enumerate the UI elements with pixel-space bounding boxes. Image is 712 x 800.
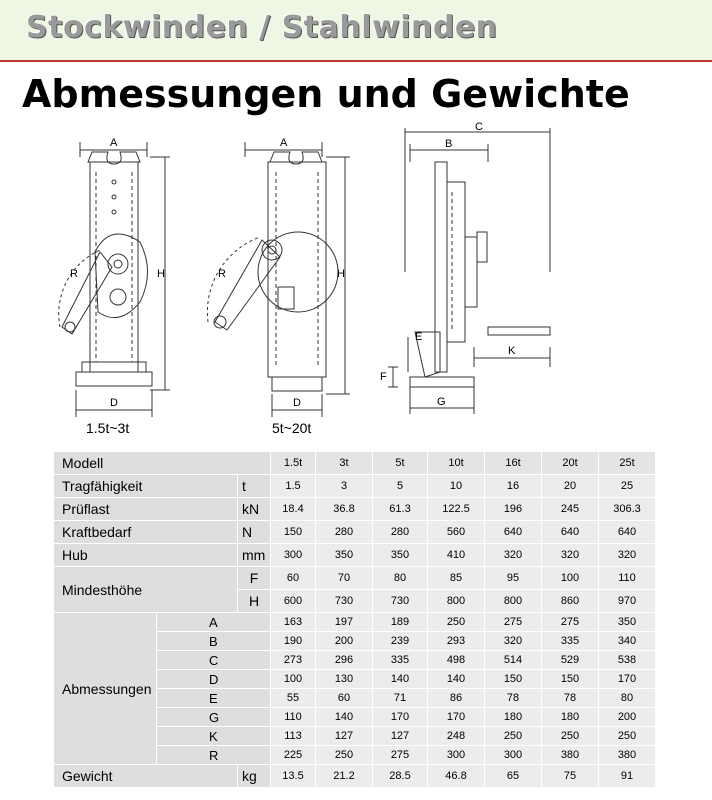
table-cell: 140: [428, 670, 485, 689]
model-cell: 3t: [316, 452, 373, 475]
table-cell: 91: [599, 765, 656, 788]
row-key: A: [157, 613, 271, 632]
table-cell: 225: [271, 746, 316, 765]
table-cell: 75: [542, 765, 599, 788]
model-header: Modell: [54, 452, 271, 475]
table-cell: 529: [542, 651, 599, 670]
table-cell: 800: [428, 590, 485, 613]
table-cell: 100: [271, 670, 316, 689]
table-cell: 320: [485, 632, 542, 651]
row-key: R: [157, 746, 271, 765]
table-cell: 640: [485, 521, 542, 544]
dim-label-r-large: R: [218, 268, 226, 280]
table-cell: 306.3: [599, 498, 656, 521]
dim-label-g: G: [437, 396, 446, 408]
table-row: [54, 544, 656, 567]
table-cell: 273: [271, 651, 316, 670]
jack-drawing-side: [388, 128, 550, 414]
table-cell: 275: [542, 613, 599, 632]
table-cell: 300: [271, 544, 316, 567]
table-cell: 18.4: [271, 498, 316, 521]
table-cell: 730: [373, 590, 428, 613]
table-cell: 280: [316, 521, 373, 544]
table-cell: 13.5: [271, 765, 316, 788]
row-key: F: [238, 567, 271, 590]
table-cell: 80: [373, 567, 428, 590]
table-cell: 20: [542, 475, 599, 498]
weight-label: Gewicht: [54, 765, 238, 788]
table-cell: 250: [316, 746, 373, 765]
table-cell: 127: [316, 727, 373, 746]
table-cell: 25: [599, 475, 656, 498]
table-cell: 730: [316, 590, 373, 613]
table-cell: 970: [599, 590, 656, 613]
table-cell: 280: [373, 521, 428, 544]
row-label: Tragfähigkeit: [54, 475, 238, 498]
table-cell: 300: [485, 746, 542, 765]
table-cell: 514: [485, 651, 542, 670]
table-row: [54, 765, 656, 788]
dim-label-a-large: A: [280, 137, 288, 149]
row-key: D: [157, 670, 271, 689]
table-cell: 380: [599, 746, 656, 765]
table-cell: 61.3: [373, 498, 428, 521]
table-cell: 170: [599, 670, 656, 689]
table-cell: 640: [542, 521, 599, 544]
dim-label-k: K: [508, 345, 516, 357]
row-label: Prüflast: [54, 498, 238, 521]
table-cell: 538: [599, 651, 656, 670]
table-cell: 296: [316, 651, 373, 670]
table-cell: 65: [485, 765, 542, 788]
table-cell: 140: [373, 670, 428, 689]
table-cell: 60: [271, 567, 316, 590]
page-title: Abmessungen und Gewichte: [22, 72, 630, 116]
table-cell: 340: [599, 632, 656, 651]
header-banner: [0, 0, 712, 62]
table-cell: 55: [271, 689, 316, 708]
table-cell: 245: [542, 498, 599, 521]
table-cell: 293: [428, 632, 485, 651]
table-cell: 380: [542, 746, 599, 765]
table-cell: 300: [428, 746, 485, 765]
dim-label-h-large: H: [337, 268, 345, 280]
table-cell: 85: [428, 567, 485, 590]
table-cell: 70: [316, 567, 373, 590]
table-cell: 250: [485, 727, 542, 746]
table-row: [54, 613, 656, 632]
table-cell: 250: [542, 727, 599, 746]
table-cell: 16: [485, 475, 542, 498]
table-cell: 350: [599, 613, 656, 632]
abmessungen-label: Abmessungen: [54, 613, 157, 765]
table-cell: 21.2: [316, 765, 373, 788]
table-cell: 163: [271, 613, 316, 632]
table-cell: 150: [271, 521, 316, 544]
table-header-row: [54, 452, 656, 475]
table-cell: 320: [542, 544, 599, 567]
table-cell: 5: [373, 475, 428, 498]
table-cell: 46.8: [428, 765, 485, 788]
table-cell: 800: [485, 590, 542, 613]
row-unit: kg: [238, 765, 271, 788]
jack-drawings: [0, 122, 712, 442]
row-key: C: [157, 651, 271, 670]
banner-title: Stockwinden / Stahlwinden: [26, 10, 498, 45]
table-cell: 95: [485, 567, 542, 590]
table-cell: 86: [428, 689, 485, 708]
row-key: G: [157, 708, 271, 727]
table-cell: 250: [428, 613, 485, 632]
model-cell: 5t: [373, 452, 428, 475]
dim-label-h-small: H: [157, 268, 165, 280]
table-cell: 80: [599, 689, 656, 708]
jack-drawing-large: [207, 142, 350, 417]
table-cell: 239: [373, 632, 428, 651]
table-cell: 860: [542, 590, 599, 613]
table-cell: 36.8: [316, 498, 373, 521]
model-cell: 25t: [599, 452, 656, 475]
row-label: Kraftbedarf: [54, 521, 238, 544]
table-cell: 110: [271, 708, 316, 727]
table-cell: 122.5: [428, 498, 485, 521]
caption-small-jack: 1.5t~3t: [86, 420, 130, 436]
table-cell: 200: [599, 708, 656, 727]
table-row: [54, 498, 656, 521]
table-cell: 248: [428, 727, 485, 746]
model-cell: 20t: [542, 452, 599, 475]
table-cell: 1.5: [271, 475, 316, 498]
table-cell: 560: [428, 521, 485, 544]
spec-table: [53, 451, 656, 788]
dim-label-a-small: A: [110, 137, 118, 149]
table-cell: 320: [599, 544, 656, 567]
table-cell: 335: [373, 651, 428, 670]
table-cell: 10: [428, 475, 485, 498]
table-cell: 275: [373, 746, 428, 765]
model-cell: 10t: [428, 452, 485, 475]
table-cell: 28.5: [373, 765, 428, 788]
table-cell: 640: [599, 521, 656, 544]
table-cell: 150: [485, 670, 542, 689]
table-cell: 78: [485, 689, 542, 708]
row-key: B: [157, 632, 271, 651]
table-cell: 498: [428, 651, 485, 670]
table-cell: 196: [485, 498, 542, 521]
dim-label-c: C: [475, 122, 483, 133]
table-cell: 127: [373, 727, 428, 746]
dim-label-d-small: D: [110, 397, 118, 409]
table-cell: 170: [373, 708, 428, 727]
dim-label-f: F: [380, 371, 387, 383]
table-cell: 275: [485, 613, 542, 632]
table-cell: 170: [428, 708, 485, 727]
table-cell: 200: [316, 632, 373, 651]
table-cell: 180: [485, 708, 542, 727]
table-cell: 71: [373, 689, 428, 708]
row-unit: mm: [238, 544, 271, 567]
table-cell: 180: [542, 708, 599, 727]
model-cell: 16t: [485, 452, 542, 475]
table-row: [54, 567, 656, 590]
table-cell: 3: [316, 475, 373, 498]
caption-large-jack: 5t~20t: [272, 420, 312, 436]
dim-label-b: B: [445, 138, 453, 150]
table-cell: 110: [599, 567, 656, 590]
row-key: K: [157, 727, 271, 746]
table-cell: 150: [542, 670, 599, 689]
table-row: [54, 475, 656, 498]
table-cell: 197: [316, 613, 373, 632]
dim-label-d-large: D: [293, 397, 301, 409]
model-cell: 1.5t: [271, 452, 316, 475]
table-cell: 189: [373, 613, 428, 632]
dim-label-r-small: R: [70, 268, 78, 280]
table-cell: 600: [271, 590, 316, 613]
table-cell: 250: [599, 727, 656, 746]
table-cell: 100: [542, 567, 599, 590]
row-unit: kN: [238, 498, 271, 521]
table-cell: 410: [428, 544, 485, 567]
table-cell: 350: [373, 544, 428, 567]
table-row: [54, 521, 656, 544]
table-cell: 140: [316, 708, 373, 727]
row-unit: t: [238, 475, 271, 498]
table-cell: 113: [271, 727, 316, 746]
mindesthoehe-label: Mindesthöhe: [54, 567, 238, 613]
table-cell: 130: [316, 670, 373, 689]
table-cell: 335: [542, 632, 599, 651]
row-label: Hub: [54, 544, 238, 567]
table-cell: 78: [542, 689, 599, 708]
table-cell: 350: [316, 544, 373, 567]
row-key: H: [238, 590, 271, 613]
table-cell: 320: [485, 544, 542, 567]
table-cell: 60: [316, 689, 373, 708]
row-key: E: [157, 689, 271, 708]
table-cell: 190: [271, 632, 316, 651]
dim-label-e: E: [415, 331, 423, 343]
row-unit: N: [238, 521, 271, 544]
